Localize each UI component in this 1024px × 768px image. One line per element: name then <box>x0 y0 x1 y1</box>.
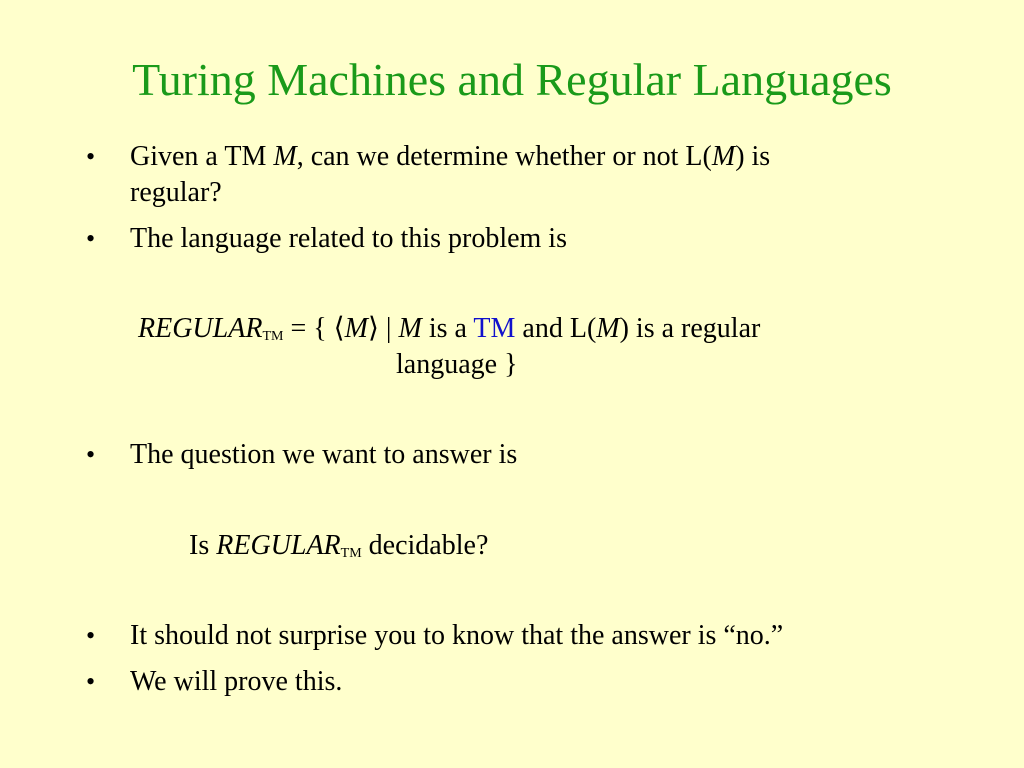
bullet-dot: • <box>86 142 96 171</box>
bullet-dot: • <box>86 440 96 469</box>
regular-name: REGULAR <box>138 313 263 344</box>
bullet-dot: • <box>86 667 96 696</box>
text-run: ) is <box>735 141 771 172</box>
var-m: M <box>273 141 297 172</box>
bullet-3-text: The question we want to answer is <box>130 439 518 470</box>
regular-name: REGULAR <box>216 530 341 561</box>
var-m: M <box>596 313 620 344</box>
bullet-1-line-1 <box>130 140 770 174</box>
text-run: Is <box>189 530 217 561</box>
tm-subscript: TM <box>340 546 362 561</box>
bullet-4-text: It should not surprise you to know that the answer is “no.” <box>130 620 784 651</box>
decidable-question <box>189 529 488 571</box>
text-run: decidable? <box>361 530 489 561</box>
bullet-5-text: We will prove this. <box>130 666 343 697</box>
var-m: M <box>398 313 422 344</box>
tm-highlight: TM <box>473 313 516 344</box>
text-run: ) is a regular <box>619 313 761 344</box>
var-m: M <box>711 141 736 172</box>
slide-title: Turing Machines and Regular Languages <box>132 54 892 105</box>
text-run: is a <box>421 313 474 344</box>
text-run: , can we determine whether or not L( <box>296 141 712 172</box>
text-run: = { <box>283 313 334 344</box>
bullet-dot: • <box>86 224 96 253</box>
tm-subscript: TM <box>262 329 284 344</box>
bullet-1-line-2: regular? <box>130 177 222 208</box>
text-run: and L( <box>515 313 597 344</box>
text-run: Given a TM <box>130 141 274 172</box>
text-run: | <box>378 313 399 344</box>
bullet-2-text: The language related to this problem is <box>130 223 567 254</box>
var-m: M <box>344 313 368 344</box>
right-angle: ⟩ <box>367 313 379 344</box>
bullet-dot: • <box>86 621 96 650</box>
left-angle: ⟨ <box>333 313 345 344</box>
definition-line-2: language } <box>396 349 518 380</box>
